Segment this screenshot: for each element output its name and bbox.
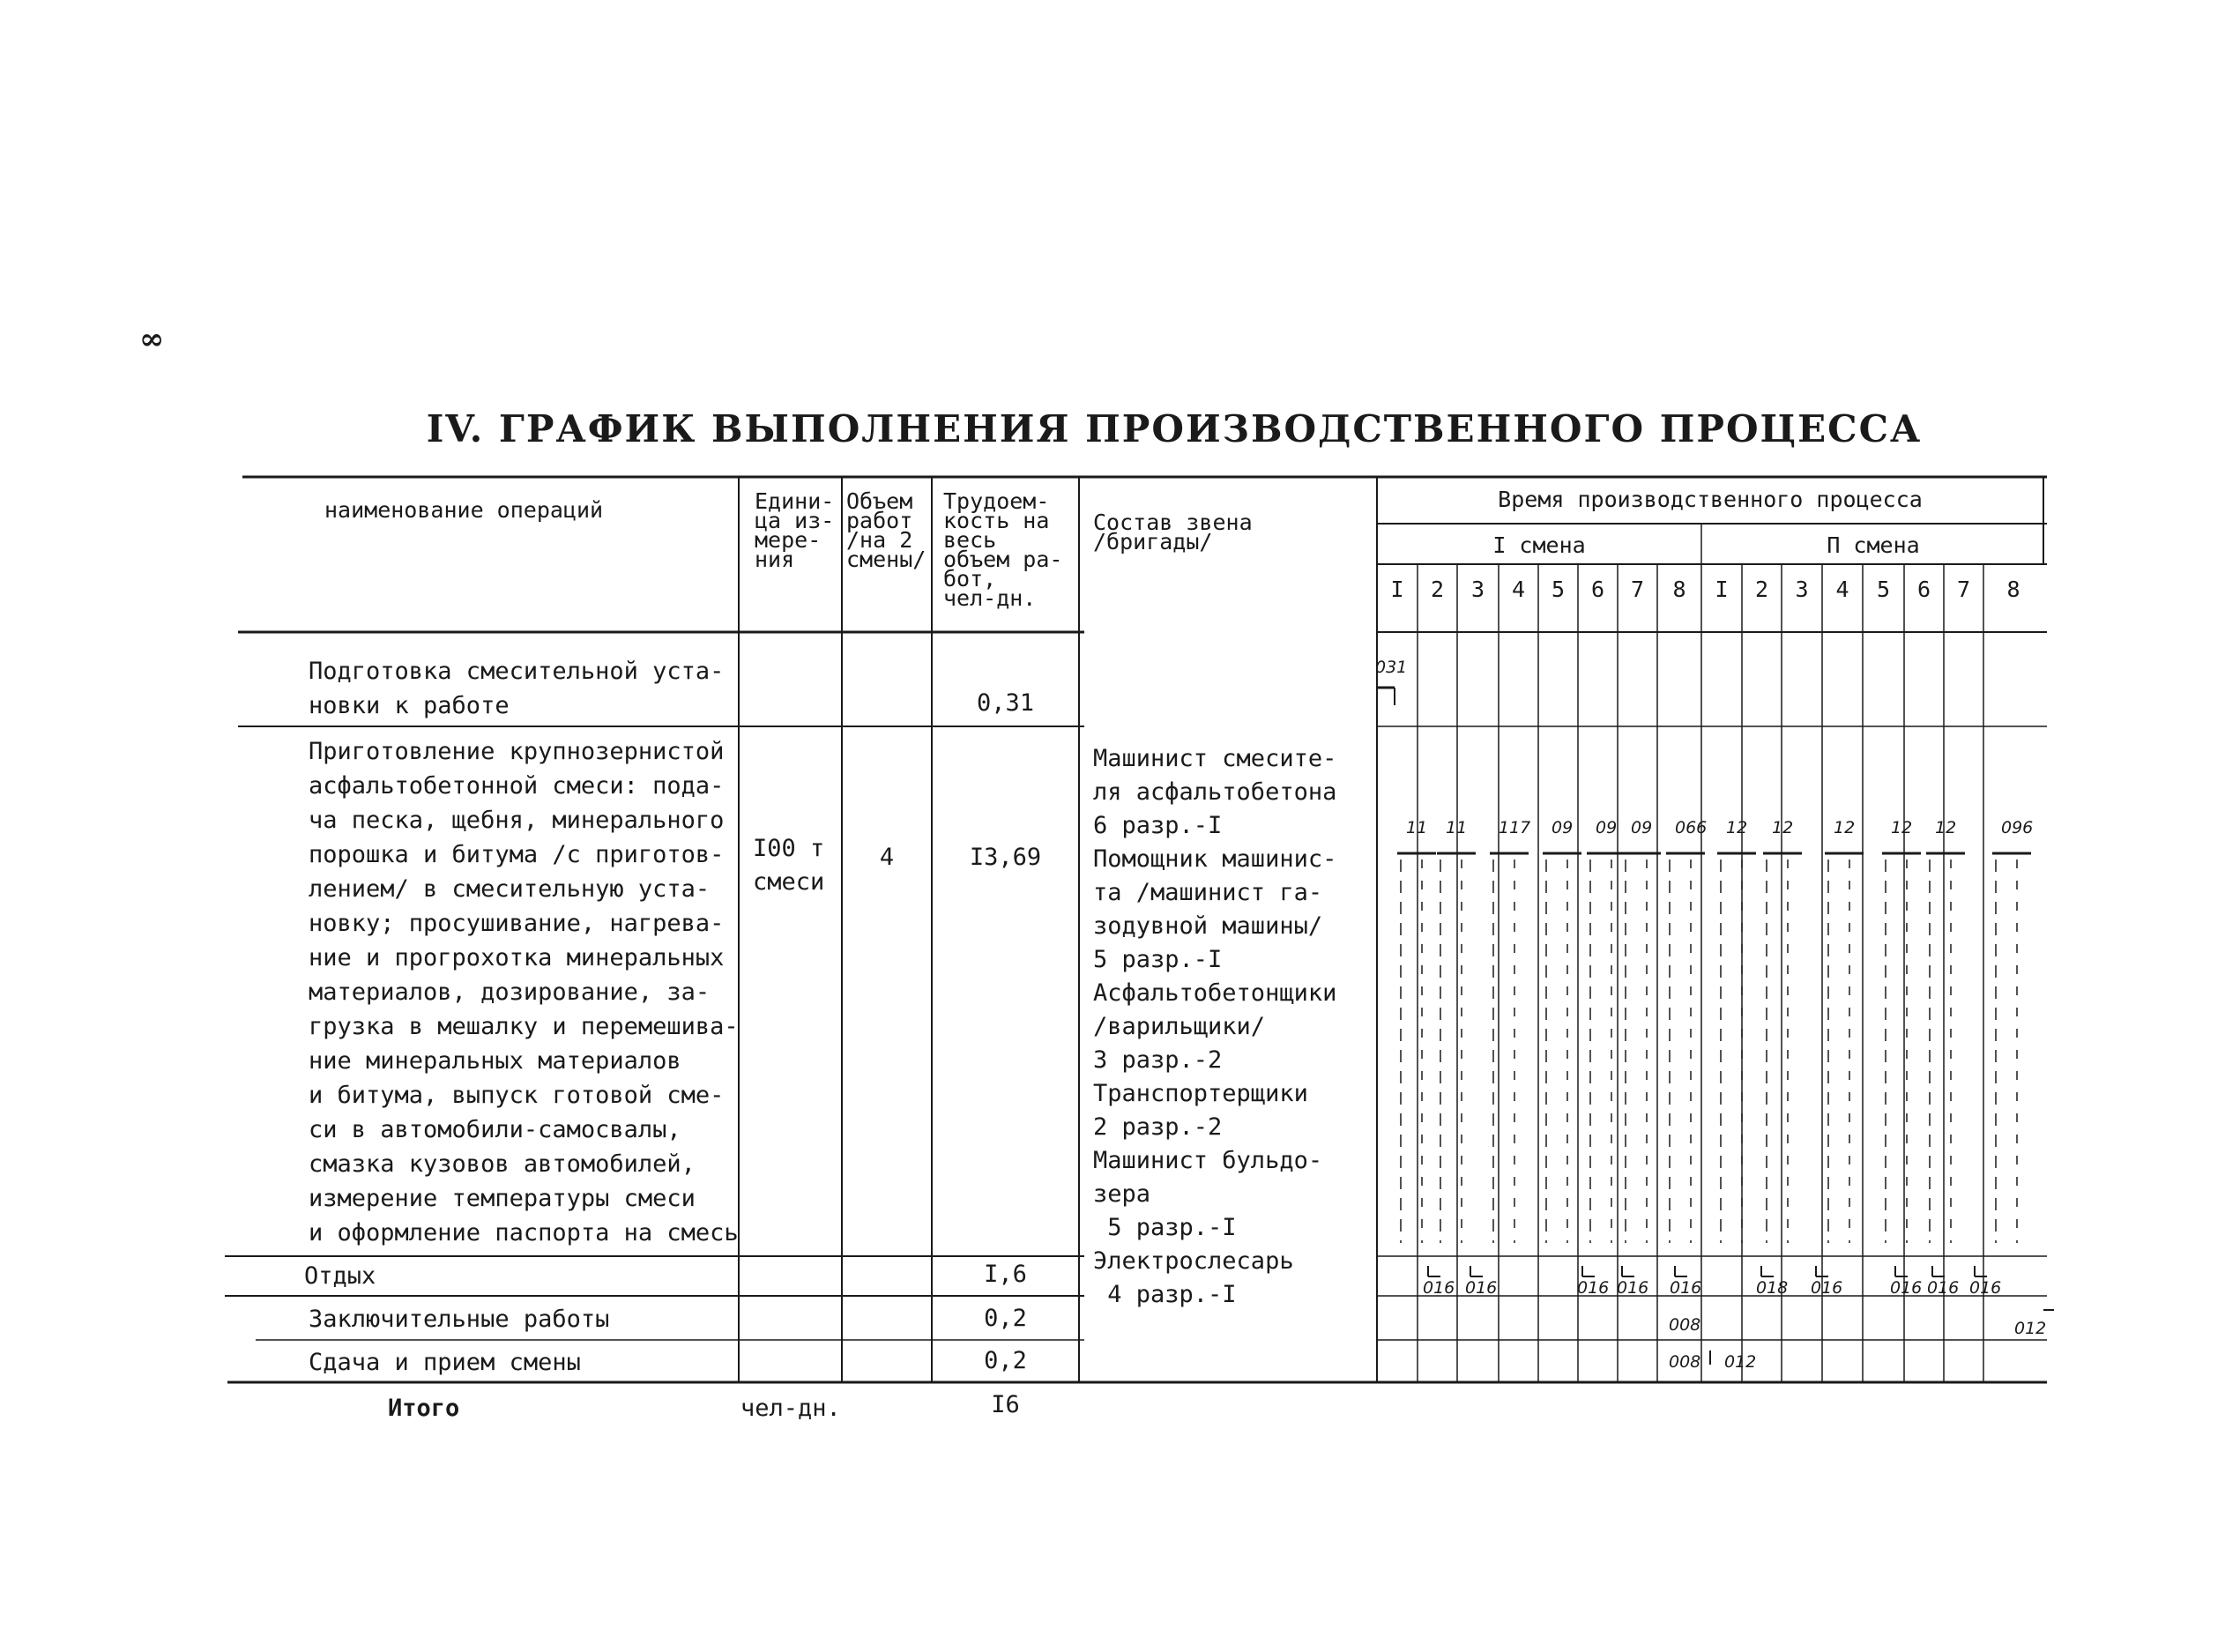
hour-label: 7 (1956, 577, 1971, 602)
main-duration-label: 09 (1596, 818, 1618, 837)
main-duration-label: 12 (1726, 818, 1748, 837)
hour-label: 5 (1876, 577, 1891, 602)
row-3-operation: Отдых (304, 1262, 376, 1290)
row-5-operation: Сдача и прием смены (309, 1349, 581, 1376)
row-4-operation: Заключительные работы (309, 1306, 610, 1333)
row-2-unit: I00 т смеси (753, 835, 825, 896)
row-1-labor: 0,31 (976, 689, 1035, 717)
hour-label: 5 (1551, 577, 1566, 602)
main-duration-label: 117 (1499, 818, 1531, 837)
hour-label: 8 (1672, 577, 1686, 602)
row-5-labor: 0,2 (984, 1347, 1027, 1374)
hour-label: 3 (1470, 577, 1485, 602)
page-number: ∞ (139, 322, 165, 357)
operation-column-header: наименование операций (324, 497, 604, 523)
unit-column-header: Едини- ца из- мере- ния (755, 488, 835, 572)
hour-label: 4 (1835, 577, 1849, 602)
rest-duration-label: 016 (1617, 1278, 1649, 1298)
row-2-operation: Приготовление крупнозернистой асфальтобетонной смеси: пода- ча песка, щебня, минерального порошка и битума /с приготов- лением/ в смесительную уста- новку; просушивание, нагрева- ние и прогрохотка минеральных материалов, дозирование, за- грузка в мешалку и перемешива- ние минеральных материалов и битума, выпуск готовой сме- си в автомобили-самосвалы, смазка кузовов автомобилей, измерение температуры смеси и оформление паспорта на смесь (309, 738, 739, 1246)
main-duration-label: 12 (1891, 818, 1913, 837)
shift-1-header: I смена (1492, 532, 1586, 558)
hour-label: 3 (1795, 577, 1809, 602)
crew-composition: Машинист смесите- ля асфальтобетона 6 разр.-I Помощник машинис- та /машинист га- зодувной машины/ 5 разр.-I Асфальтобетонщики /варильщики/ 3 разр.-2 Транспортерщики 2 разр.-2 Машинист бульдо- зера 5 разр.-I Электрослесарь 4 разр.-I (1093, 745, 1337, 1308)
hour-label: I (1390, 577, 1404, 602)
row-3-labor: I,6 (984, 1261, 1027, 1288)
handover-label: 008 (1669, 1352, 1701, 1372)
shift-2-header: П смена (1827, 532, 1920, 558)
crew-column-header: Состав звена /бригады/ (1093, 510, 1253, 554)
main-duration-label: 096 (2001, 818, 2034, 837)
total-unit: чел-дн. (740, 1395, 841, 1422)
main-duration-label: 12 (1772, 818, 1794, 837)
main-duration-label: 066 (1675, 818, 1708, 837)
hour-label: 4 (1511, 577, 1526, 602)
hour-label: 2 (1754, 577, 1769, 602)
labor-column-header: Трудоем- кость на весь объем ра- бот, чел-дн. (943, 488, 1063, 611)
rest-duration-label: 016 (1465, 1278, 1498, 1298)
rest-duration-label: 016 (1670, 1278, 1702, 1298)
rest-duration-label: 016 (1927, 1278, 1960, 1298)
main-duration-label: 12 (1834, 818, 1856, 837)
hour-label: 6 (1916, 577, 1931, 602)
main-duration-label: 09 (1631, 818, 1653, 837)
page-title: IV. ГРАФИК ВЫПОЛНЕНИЯ ПРОИЗВОДСТВЕННОГО ПРОЦЕССА (426, 407, 1923, 450)
time-column-header: Время производственного процесса (1498, 487, 1923, 512)
main-duration-label: 11 (1446, 818, 1468, 837)
hour-label: 2 (1430, 577, 1445, 602)
final-works-label: 008 (1669, 1315, 1701, 1335)
row-2-labor: I3,69 (969, 844, 1042, 871)
main-duration-label: 12 (1935, 818, 1957, 837)
rest-duration-label: 016 (1890, 1278, 1923, 1298)
rest-duration-label: 016 (1577, 1278, 1610, 1298)
rest-duration-label: 016 (1811, 1278, 1843, 1298)
hour-label: 7 (1630, 577, 1645, 602)
row-1-operation: Подготовка смесительной уста- новки к работе (309, 658, 725, 719)
total-value: I6 (991, 1391, 1020, 1418)
total-label: Итого (388, 1395, 460, 1422)
volume-column-header: Объем работ /на 2 смены/ (846, 488, 926, 572)
final-works-label: 012 (2014, 1319, 2047, 1338)
rest-duration-label: 016 (1423, 1278, 1455, 1298)
hour-label: 8 (2006, 577, 2020, 602)
row-2-volume: 4 (879, 844, 895, 871)
main-duration-label: 11 (1406, 818, 1428, 837)
rest-duration-label: 016 (1969, 1278, 2002, 1298)
main-duration-label: 09 (1552, 818, 1574, 837)
hour-label: I (1715, 577, 1729, 602)
hour-label: 6 (1590, 577, 1605, 602)
rest-duration-label: 018 (1756, 1278, 1789, 1298)
handover-label: 012 (1724, 1352, 1757, 1372)
row-4-labor: 0,2 (984, 1305, 1027, 1332)
prep-duration-label: 031 (1375, 658, 1408, 677)
